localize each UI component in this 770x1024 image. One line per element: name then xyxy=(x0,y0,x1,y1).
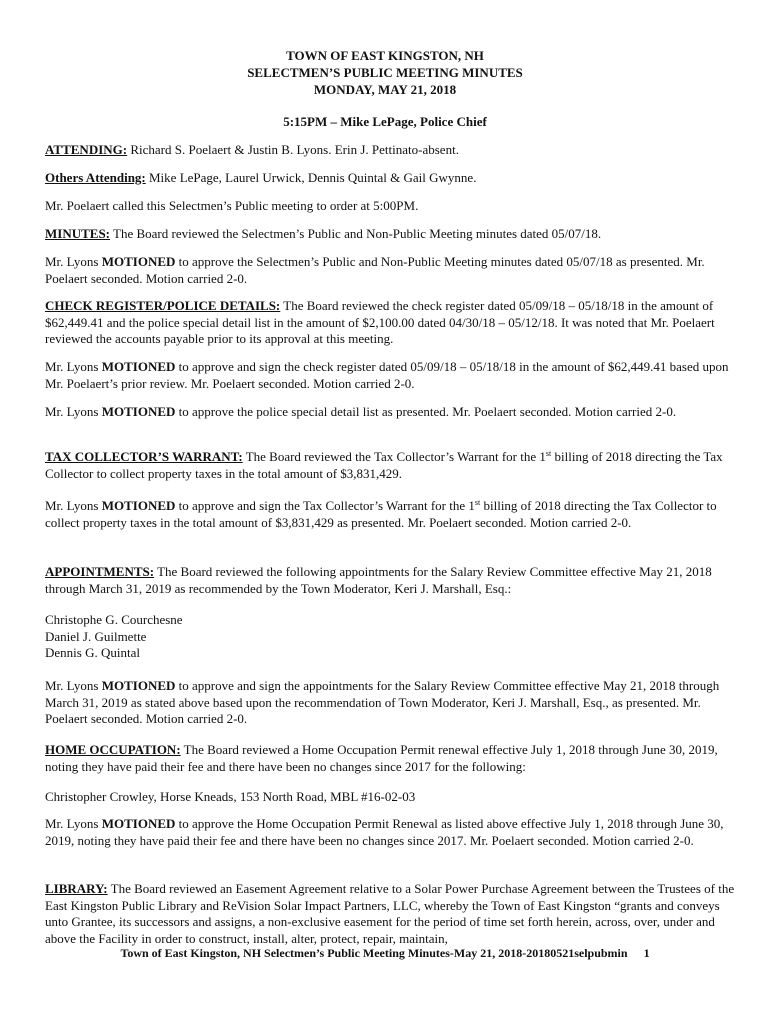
home-occupation-paragraph xyxy=(45,742,735,775)
motion-text: to approve and sign the Tax Collector’s Warrant for the 1 xyxy=(175,498,475,513)
motion-prefix: Mr. Lyons xyxy=(45,678,102,693)
motion-text: to approve the Selectmen’s Public and Non-Public Meeting minutes dated 05/07/18 as presented. Mr. Poelaert seconded. Motion carried 2-0. xyxy=(45,254,705,286)
motion-keyword: MOTIONED xyxy=(101,498,176,513)
motion-text: to approve the police special detail list as presented. Mr. Poelaert seconded. Motion carried 2-0. xyxy=(175,404,677,419)
motion-text: to approve and sign the appointments for the Salary Review Committee effective May 21, 2018 through March 31, 2019 as stated above based upon the recommendation of Town Moderator, Keri J. Marshall, Esq., as presented. Mr. Poelaert seconded. Motion carried 2-0. xyxy=(45,678,720,726)
tax-warrant-text: The Board reviewed the Tax Collector’s Warrant for the 1 xyxy=(242,449,546,464)
check-register-label: CHECK REGISTER/POLICE DETAILS: xyxy=(45,298,281,313)
ordinal-suffix: st xyxy=(545,449,552,458)
library-label: LIBRARY: xyxy=(45,881,108,896)
home-occupation-label: HOME OCCUPATION: xyxy=(45,742,181,757)
appointee-name: Christophe G. Courchesne xyxy=(45,612,183,627)
attending-text: Richard S. Poelaert & Justin B. Lyons. Erin J. Pettinato-absent. xyxy=(127,142,459,157)
others-attending-text: Mike LePage, Laurel Urwick, Dennis Quintal & Gail Gwynne. xyxy=(145,170,477,185)
session-heading: 5:15PM – Mike LePage, Police Chief xyxy=(283,114,487,129)
appointments-text: The Board reviewed the following appointments for the Salary Review Committee effective May 21, 2018 through March 31, 2019 as recommended by the Town Moderator, Keri J. Marshall, Esq.: xyxy=(45,564,712,596)
motion-prefix: Mr. Lyons xyxy=(45,359,102,374)
motion-prefix: Mr. Lyons xyxy=(45,404,102,419)
tax-warrant-text-cont: billing of 2018 directing the Tax Collector to collect property taxes in the total amount of $3,831,429. xyxy=(45,449,723,481)
home-occupation-text: The Board reviewed a Home Occupation Permit renewal effective July 1, 2018 through June 30, 2019, noting they have paid their fee and there have been no changes since 2017 for the following: xyxy=(45,742,718,774)
motion-text: to approve the Home Occupation Permit Renewal as listed above effective July 1, 2018 through June 30, 2019, noting they have paid their fee and there have been no changes since 2017. Mr. Poelaert seconded. Motion carried 2-0. xyxy=(45,816,724,848)
check-register-motion xyxy=(45,359,735,392)
attending-paragraph xyxy=(45,142,735,159)
motion-text: to approve and sign the check register dated 05/09/18 – 05/18/18 in the amount of $62,449.41 based upon Mr. Poelaert’s prior review. Mr. Poelaert seconded. Motion carried 2-0. xyxy=(45,359,729,391)
motion-keyword: MOTIONED xyxy=(101,678,176,693)
page-footer xyxy=(0,946,770,961)
motion-keyword: MOTIONED xyxy=(101,816,176,831)
ordinal-suffix: st xyxy=(474,498,481,507)
library-paragraph xyxy=(45,881,735,947)
appointee-name: Dennis G. Quintal xyxy=(45,645,140,660)
check-register-paragraph xyxy=(45,298,735,348)
appointments-paragraph xyxy=(45,564,735,597)
footer-text: Town of East Kingston, NH Selectmen’s Public Meeting Minutes-May 21, 2018-20180521selpubmin xyxy=(120,946,628,960)
motion-prefix: Mr. Lyons xyxy=(45,498,102,513)
others-attending-paragraph xyxy=(45,170,735,187)
motion-keyword: MOTIONED xyxy=(101,359,176,374)
call-to-order: Mr. Poelaert called this Selectmen’s Public meeting to order at 5:00PM. xyxy=(45,198,419,213)
appointments-motion xyxy=(45,678,735,728)
home-occupation-motion xyxy=(45,816,735,849)
minutes-motion xyxy=(45,254,735,287)
page-number: 1 xyxy=(643,946,650,960)
town-title: TOWN OF EAST KINGSTON, NH xyxy=(286,48,484,63)
library-text: The Board reviewed an Easement Agreement relative to a Solar Power Purchase Agreement between the Trustees of the East Kingston Public Library and ReVision Solar Impact Partners, LLC, whereby the Town of East Kingston “grants and conveys unto Grantee, its successors and assigns, a non-exclusive easement for the period of time set forth herein, across, over, under and above the Facility in order to construct, install, alter, protect, repair, maintain, xyxy=(45,881,735,946)
motion-prefix: Mr. Lyons xyxy=(45,816,102,831)
home-occupation-entry: Christopher Crowley, Horse Kneads, 153 North Road, MBL #16-02-03 xyxy=(45,789,416,804)
tax-warrant-paragraph xyxy=(45,449,735,482)
appointments-label: APPOINTMENTS: xyxy=(45,564,155,579)
motion-prefix: Mr. Lyons xyxy=(45,254,102,269)
appointee-name: Daniel J. Guilmette xyxy=(45,629,147,644)
meeting-title: SELECTMEN’S PUBLIC MEETING MINUTES xyxy=(247,65,523,80)
motion-keyword: MOTIONED xyxy=(101,404,176,419)
tax-warrant-motion xyxy=(45,498,735,531)
minutes-text: The Board reviewed the Selectmen’s Public and Non-Public Meeting minutes dated 05/07/18. xyxy=(110,226,602,241)
attending-label: ATTENDING: xyxy=(45,142,128,157)
minutes-paragraph xyxy=(45,226,735,243)
motion-keyword: MOTIONED xyxy=(101,254,176,269)
minutes-label: MINUTES: xyxy=(45,226,111,241)
meeting-date: MONDAY, MAY 21, 2018 xyxy=(313,82,457,97)
check-register-text: The Board reviewed the check register dated 05/09/18 – 05/18/18 in the amount of $62,449.41 and the police special detail list in the amount of $2,100.00 dated 04/30/18 – 05/12/18. It was noted that Mr. Poelaert reviewed the accounts payable prior to its approval at this meeting. xyxy=(45,298,715,346)
tax-warrant-label: TAX COLLECTOR’S WARRANT: xyxy=(45,449,243,464)
motion-text-cont: billing of 2018 directing the Tax Collector to collect property taxes in the total amount of $3,831,429 as presented. Mr. Poelaert seconded. Motion carried 2-0. xyxy=(45,498,717,530)
others-attending-label: Others Attending: xyxy=(45,170,146,185)
police-detail-motion xyxy=(45,404,735,421)
